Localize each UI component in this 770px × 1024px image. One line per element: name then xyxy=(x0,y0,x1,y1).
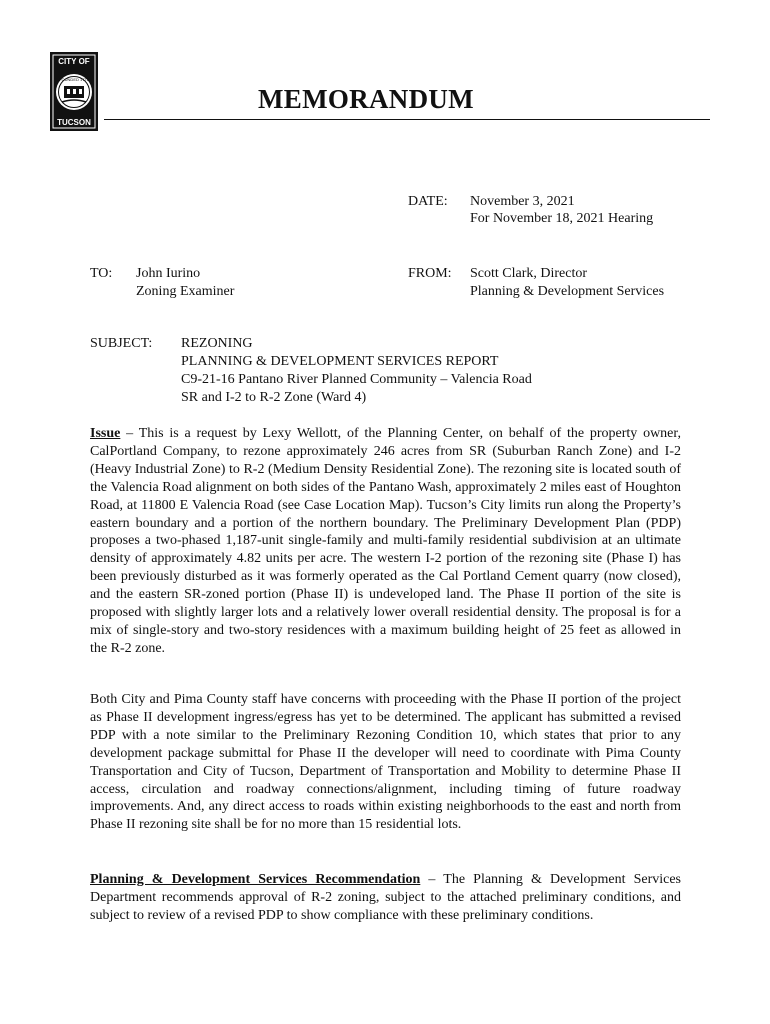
issue-text: – This is a request by Lexy Wellott, of the Planning Center, on behalf of the property owner, CalPortland Company, to rezone approximately 246 acres from SR (Suburban Ranch Zone) and I-2 (Heavy Industrial Zone) to R-2 (Medium Density Residential Zone). The rezoning site is located south of the Valencia Road alignment on both sides of the Pantano Wash, approximately 2 miles east of Houghton Road, at 11800 E Valencia Road (see Case Location Map). Tucson’s City limits run along the Property’s eastern boundary and a portion of the northern boundary. The Preliminary Development Plan (PDP) proposes a two-phased 1,187-unit single-family and multi-family residential subdivision at an ultimate density of approximately 4.82 units per acre. The western I-2 portion of the rezoning site (Phase I) has been previously disturbed as it was formerly operated as the Cal Portland Cement quarry (now closed), and the eastern SR-zoned portion (Phase II) is undeveloped land. The Phase II portion of the site is proposed with slightly larger lots and a relatively lower overall residential density. The proposal is for a mix of single-story and two-story residences with a maximum building height of 25 feet as allowed in the R-2 zone. xyxy=(90,426,681,656)
recommendation-text: – The Planning & Development Services Department recommends approval of R-2 zoning, subject to the attached preliminary conditions, and subject to review of a revised PDP to show compliance with these preliminary conditions. xyxy=(90,872,682,923)
recommendation-paragraph xyxy=(90,871,681,925)
from-title: Planning & Development Services xyxy=(470,284,665,299)
title-rule xyxy=(104,119,710,120)
seal-bottom-text: TUCSON xyxy=(57,118,91,127)
subject-line: SR and I-2 to R-2 Zone (Ward 4) xyxy=(181,390,367,405)
seal-top-text: CITY OF xyxy=(58,57,90,66)
issue-paragraph xyxy=(90,425,681,658)
to-name: John Iurino xyxy=(136,266,201,281)
seal-inner-text: FOUNDED 1775 xyxy=(59,77,89,82)
date-label: DATE: xyxy=(408,194,448,209)
recommendation-heading: Planning & Development Services Recommendation xyxy=(90,872,421,887)
date-value: November 3, 2021 xyxy=(470,194,575,209)
subject-line: REZONING xyxy=(181,336,253,351)
subject-line: C9-21-16 Pantano River Planned Community – Valencia Road xyxy=(181,372,532,387)
to-title: Zoning Examiner xyxy=(136,284,235,299)
from-label: FROM: xyxy=(408,266,452,281)
memo-title: MEMORANDUM xyxy=(258,84,474,114)
hearing-date: For November 18, 2021 Hearing xyxy=(470,211,654,226)
subject-line: PLANNING & DEVELOPMENT SERVICES REPORT xyxy=(181,354,499,369)
city-seal-logo xyxy=(50,52,98,131)
from-name: Scott Clark, Director xyxy=(470,266,588,281)
subject-label: SUBJECT: xyxy=(90,336,153,351)
concerns-paragraph: Both City and Pima County staff have concerns with proceeding with the Phase II portion of the project as Phase II development ingress/egress has yet to be determined. The applicant has submitted a revised PDP with a note similar to the Preliminary Rezoning Condition 10, which states that prior to any development package submittal for Phase II the developer will need to coordinate with Pima County Transportation and City of Tucson, Department of Transportation and Mobility to determine Phase II access, circulation and roadway connections/alignment, including timing of future roadway improvements. And, any direct access to roads within existing neighborhoods to the east and north from Phase II rezoning site shall be for no more than 15 residential lots. xyxy=(90,692,681,833)
issue-heading: Issue xyxy=(90,426,121,441)
to-label: TO: xyxy=(90,266,113,281)
